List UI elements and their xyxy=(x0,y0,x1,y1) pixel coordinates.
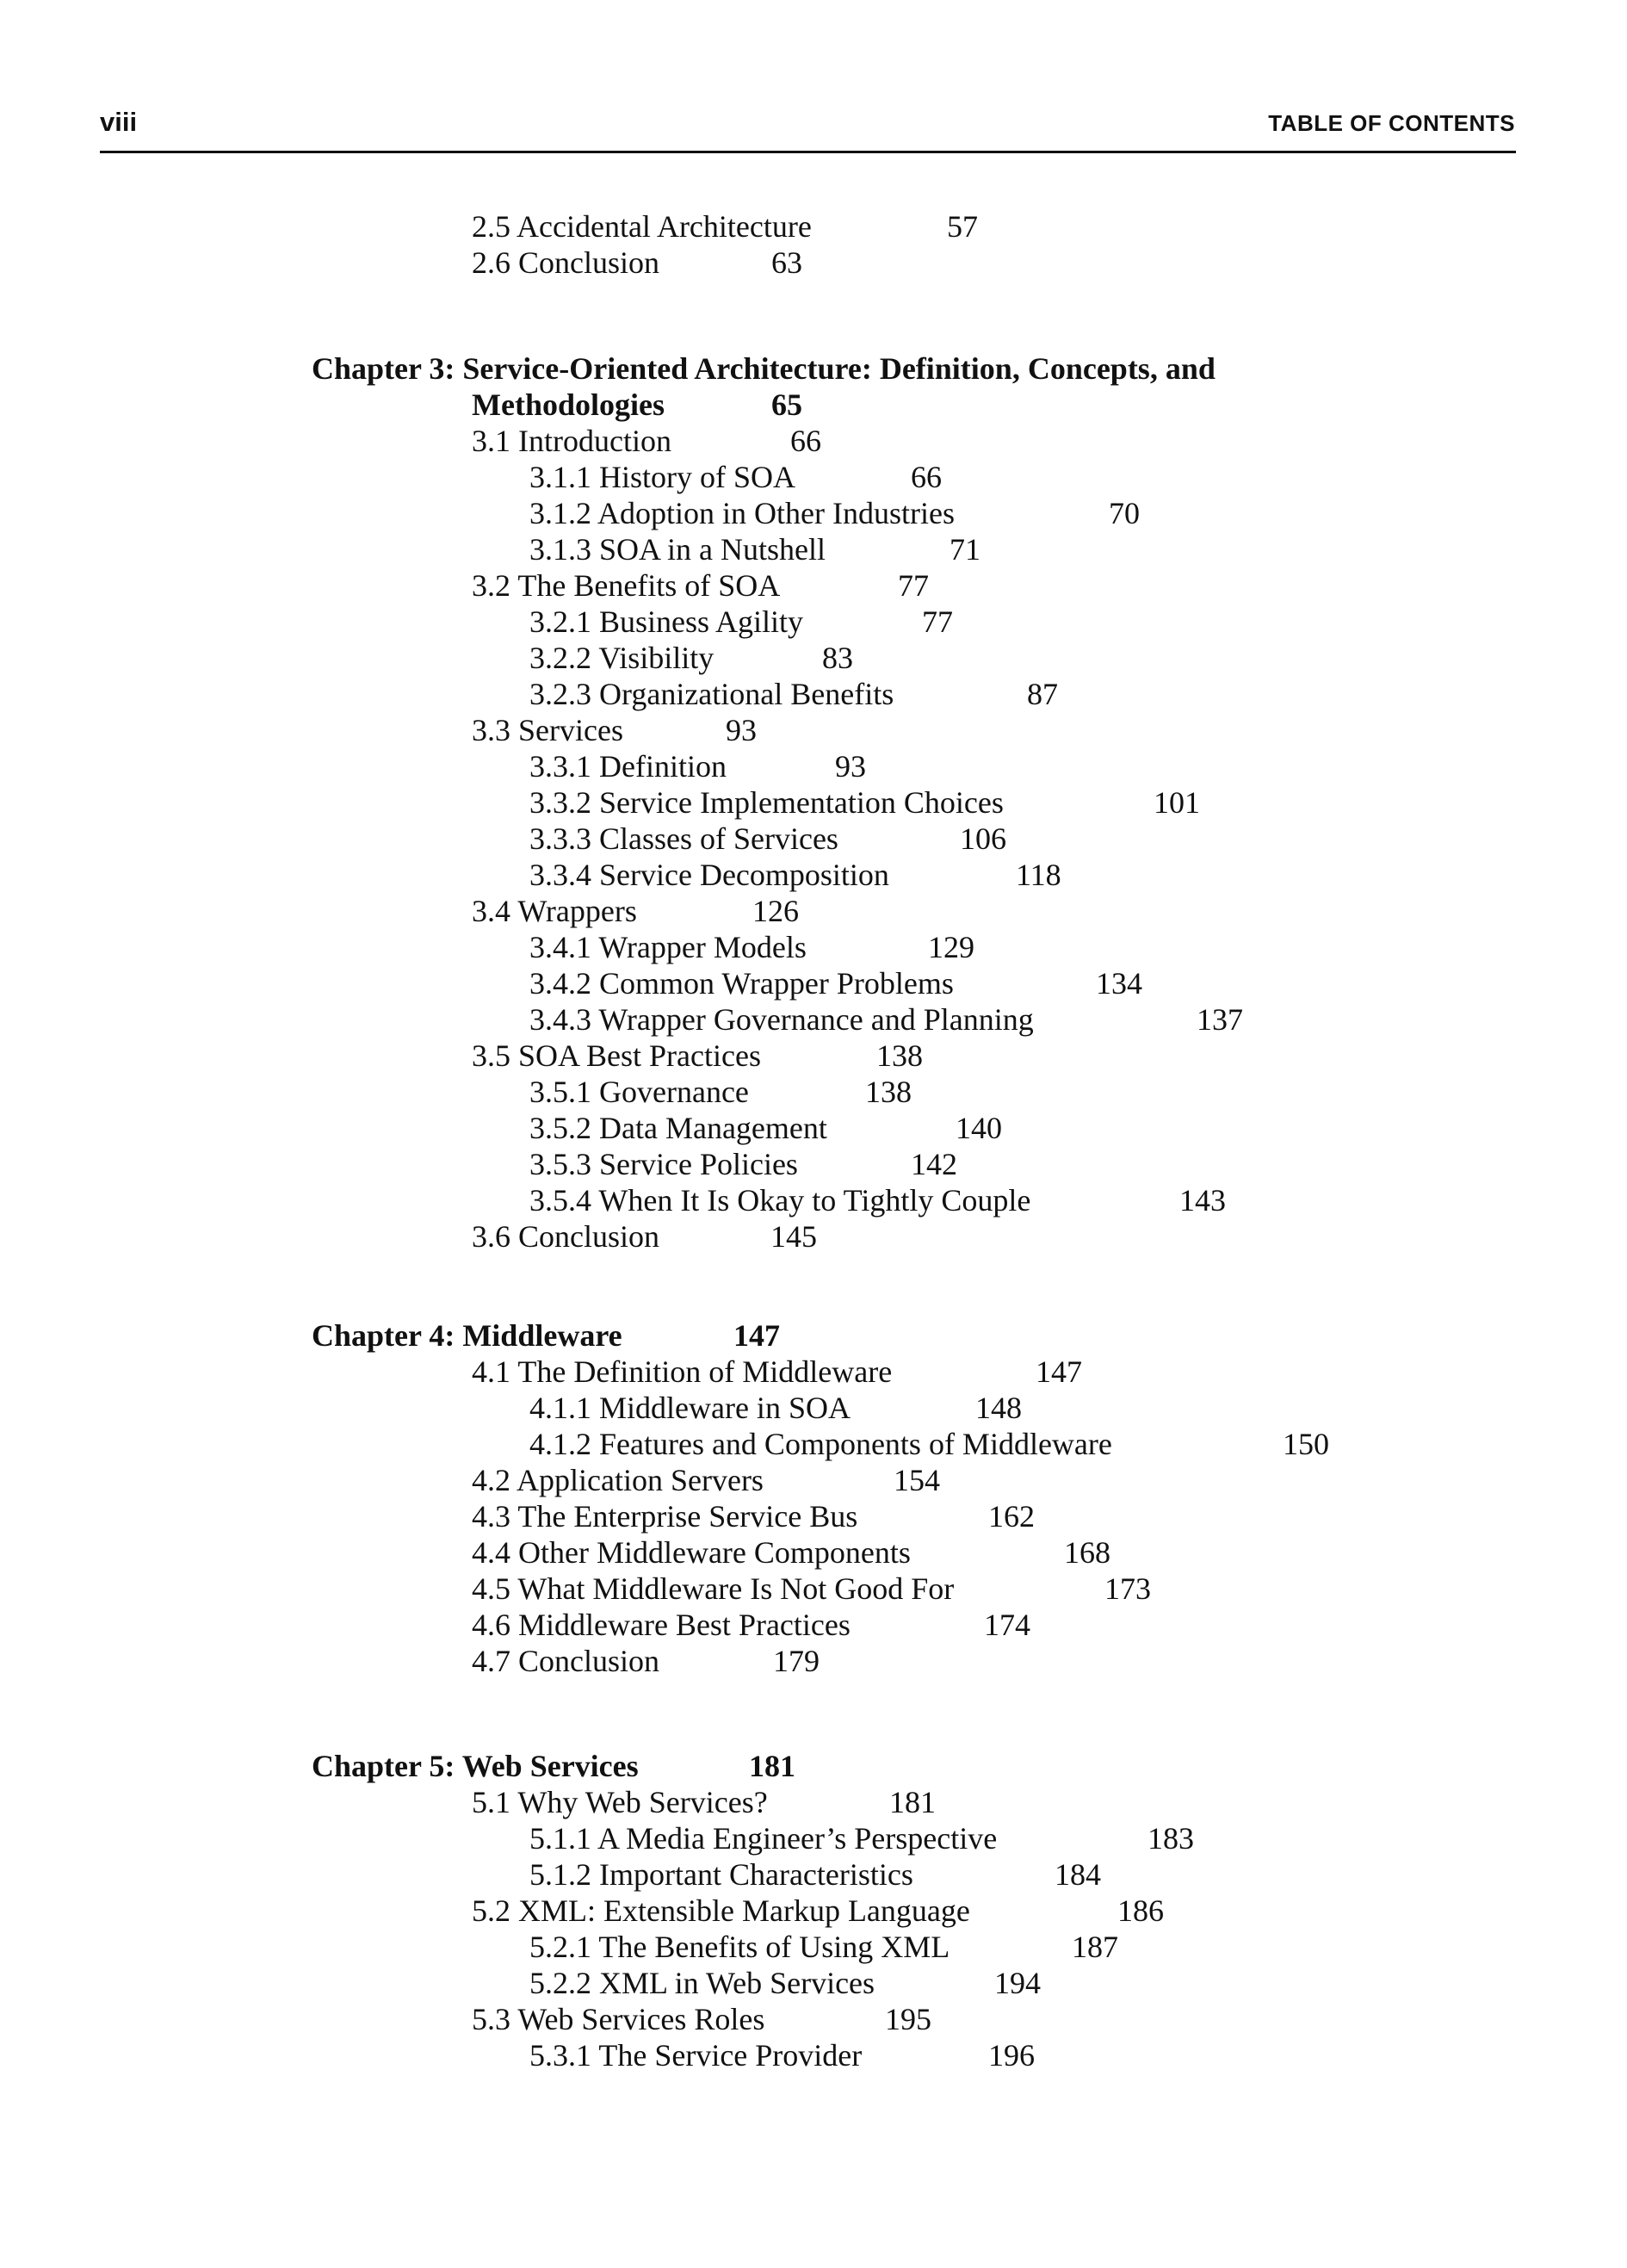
section-title: Features and Components of Middleware xyxy=(599,1427,1112,1461)
toc-entry-5-3 xyxy=(472,2001,931,2037)
toc-entry-5-1-1 xyxy=(529,1820,1194,1856)
page-ref: 93 xyxy=(726,713,757,747)
page-ref: 147 xyxy=(733,1318,780,1353)
toc-entry-4-5 xyxy=(472,1571,1151,1607)
toc-entry-2-6 xyxy=(472,245,802,281)
section-title: Introduction xyxy=(518,424,671,458)
section-title: SOA in a Nutshell xyxy=(599,532,826,567)
section-title: Service Policies xyxy=(599,1147,798,1181)
page-ref: 173 xyxy=(1104,1571,1151,1606)
section-number: 3.3 xyxy=(472,713,510,747)
section-number: 2.6 xyxy=(472,245,510,280)
section-title: Services xyxy=(518,713,623,747)
page-ref: 145 xyxy=(770,1219,817,1254)
section-number: 4.1 xyxy=(472,1354,510,1389)
toc-entry-3-1-3 xyxy=(529,531,981,567)
running-title: TABLE OF CONTENTS xyxy=(1268,110,1515,136)
section-number: 3.2.3 xyxy=(529,677,591,711)
toc-entry-5-2-1 xyxy=(529,1929,1118,1965)
section-number: 3.3.4 xyxy=(529,858,591,892)
page-ref: 138 xyxy=(876,1038,923,1073)
section-title: The Benefits of Using XML xyxy=(598,1930,950,1964)
section-number: 5.2.1 xyxy=(529,1930,591,1964)
chapter-3-heading-cont xyxy=(472,387,802,423)
toc-entry-3-4-2 xyxy=(529,965,1142,1001)
section-title: A Media Engineer’s Perspective xyxy=(597,1821,998,1856)
section-number: 3.5.3 xyxy=(529,1147,591,1181)
toc-entry-3-6 xyxy=(472,1218,817,1255)
section-number: 3.2.1 xyxy=(529,604,591,639)
page-ref: 63 xyxy=(771,245,802,280)
section-title: Governance xyxy=(599,1075,749,1109)
section-number: 5.3.1 xyxy=(529,2038,591,2073)
section-title: XML in Web Services xyxy=(599,1966,875,2000)
section-number: 5.2 xyxy=(472,1893,510,1928)
section-number: 3.4.2 xyxy=(529,966,591,1001)
section-number: 3.6 xyxy=(472,1219,510,1254)
toc-entry-3-2-3 xyxy=(529,676,1058,712)
section-title: Service Decomposition xyxy=(599,858,889,892)
toc-entry-4-4 xyxy=(472,1534,1110,1571)
section-number: 3.4.3 xyxy=(529,1002,591,1037)
section-title: Conclusion xyxy=(518,1644,660,1678)
page-ref: 137 xyxy=(1197,1002,1243,1037)
section-number: 5.2.2 xyxy=(529,1966,591,2000)
page-ref: 106 xyxy=(960,821,1006,856)
section-title: The Definition of Middleware xyxy=(517,1354,893,1389)
chapter-title: Service-Oriented Architecture: Definition, Concepts, and xyxy=(462,351,1216,386)
section-number: 3.5.1 xyxy=(529,1075,591,1109)
section-number: 3.5.4 xyxy=(529,1183,591,1218)
section-number: 3.1.1 xyxy=(529,460,591,494)
toc-entry-3-2 xyxy=(472,567,929,604)
page-ref: 168 xyxy=(1064,1535,1110,1570)
section-title: Conclusion xyxy=(518,245,660,280)
section-title: Definition xyxy=(599,749,727,784)
page-ref: 129 xyxy=(928,930,974,964)
toc-entry-5-3-1 xyxy=(529,2037,1035,2073)
page-ref: 126 xyxy=(752,894,799,928)
toc-entry-4-1-1 xyxy=(529,1390,1022,1426)
toc-entry-2-5 xyxy=(472,208,978,245)
section-number: 4.7 xyxy=(472,1644,510,1678)
page-ref: 138 xyxy=(865,1075,912,1109)
section-title: Accidental Architecture xyxy=(517,209,812,244)
toc-entry-4-1 xyxy=(472,1354,1082,1390)
section-title: Why Web Services? xyxy=(517,1785,768,1819)
chapter-number: Chapter 4: xyxy=(312,1318,455,1353)
section-number: 3.3.3 xyxy=(529,821,591,856)
section-title: The Benefits of SOA xyxy=(517,568,781,603)
section-number: 3.4.1 xyxy=(529,930,591,964)
toc-entry-5-1 xyxy=(472,1784,936,1820)
section-title: Classes of Services xyxy=(599,821,838,856)
section-number: 3.1.3 xyxy=(529,532,591,567)
page-ref: 77 xyxy=(922,604,953,639)
page-ref: 148 xyxy=(975,1391,1022,1425)
section-title: The Service Provider xyxy=(598,2038,863,2073)
section-title: Middleware in SOA xyxy=(599,1391,851,1425)
toc-entry-4-3 xyxy=(472,1498,1035,1534)
toc-entry-5-1-2 xyxy=(529,1856,1101,1893)
toc-entry-4-1-2 xyxy=(529,1426,1329,1462)
toc-entry-3-5 xyxy=(472,1038,923,1074)
toc-entry-3-3-4 xyxy=(529,857,1061,893)
section-number: 3.5 xyxy=(472,1038,510,1073)
toc-entry-3-3-2 xyxy=(529,784,1200,821)
page-ref: 186 xyxy=(1117,1893,1164,1928)
section-number: 3.4 xyxy=(472,894,510,928)
page-ref: 134 xyxy=(1096,966,1142,1001)
section-number: 3.3.2 xyxy=(529,785,591,820)
chapter-5-heading xyxy=(312,1748,795,1784)
section-title: Data Management xyxy=(599,1111,827,1145)
section-title: SOA Best Practices xyxy=(518,1038,761,1073)
chapter-4-heading xyxy=(312,1317,780,1354)
toc-entry-3-4-3 xyxy=(529,1001,1243,1038)
section-title: What Middleware Is Not Good For xyxy=(517,1571,955,1606)
page-ref: 184 xyxy=(1055,1857,1101,1892)
section-title: Important Characteristics xyxy=(599,1857,913,1892)
section-title: Organizational Benefits xyxy=(599,677,894,711)
section-title: Service Implementation Choices xyxy=(599,785,1004,820)
toc-entry-3-4-1 xyxy=(529,929,974,965)
section-number: 3.3.1 xyxy=(529,749,591,784)
toc-entry-3-5-2 xyxy=(529,1110,1002,1146)
section-number: 3.2.2 xyxy=(529,641,591,675)
page-ref: 93 xyxy=(835,749,866,784)
page-number: viii xyxy=(100,107,138,137)
page-ref: 194 xyxy=(994,1966,1041,2000)
toc-entry-3-3-3 xyxy=(529,821,1006,857)
toc-entry-3-5-3 xyxy=(529,1146,957,1182)
section-title: Conclusion xyxy=(518,1219,660,1254)
toc-entry-3-1 xyxy=(472,423,821,459)
toc-entry-3-3 xyxy=(472,712,757,748)
section-title: Application Servers xyxy=(517,1463,764,1497)
toc-entry-4-6 xyxy=(472,1607,1030,1643)
page-ref: 71 xyxy=(950,532,981,567)
section-title: History of SOA xyxy=(599,460,796,494)
page-ref: 187 xyxy=(1072,1930,1118,1964)
toc-entry-5-2-2 xyxy=(529,1965,1041,2001)
page-ref: 65 xyxy=(771,387,802,422)
section-number: 3.1 xyxy=(472,424,510,458)
header-rule xyxy=(100,151,1516,153)
chapter-3-heading xyxy=(312,350,1216,387)
section-number: 4.3 xyxy=(472,1499,510,1534)
page-ref: 87 xyxy=(1027,677,1058,711)
section-title: Other Middleware Components xyxy=(518,1535,911,1570)
page-ref: 181 xyxy=(889,1785,936,1819)
section-number: 4.2 xyxy=(472,1463,510,1497)
page-ref: 181 xyxy=(749,1749,795,1783)
page-ref: 77 xyxy=(898,568,929,603)
page-ref: 101 xyxy=(1154,785,1200,820)
section-number: 4.5 xyxy=(472,1571,510,1606)
page-ref: 70 xyxy=(1109,496,1140,530)
section-number: 5.1.2 xyxy=(529,1857,591,1892)
toc-entry-4-7 xyxy=(472,1643,820,1679)
chapter-number: Chapter 3: xyxy=(312,351,455,386)
page-ref: 57 xyxy=(947,209,978,244)
chapter-title: Methodologies xyxy=(472,387,665,422)
section-number: 3.5.2 xyxy=(529,1111,591,1145)
section-title: Middleware Best Practices xyxy=(518,1608,851,1642)
toc-entry-3-2-2 xyxy=(529,640,853,676)
section-title: Wrapper Models xyxy=(598,930,807,964)
page-ref: 195 xyxy=(885,2002,931,2036)
section-number: 3.1.2 xyxy=(529,496,591,530)
page-ref: 83 xyxy=(822,641,853,675)
toc-entry-3-5-4 xyxy=(529,1182,1226,1218)
section-number: 5.1.1 xyxy=(529,1821,591,1856)
page-ref: 140 xyxy=(956,1111,1002,1145)
page-ref: 196 xyxy=(988,2038,1035,2073)
page-ref: 66 xyxy=(911,460,942,494)
page-ref: 147 xyxy=(1036,1354,1082,1389)
section-title: The Enterprise Service Bus xyxy=(517,1499,858,1534)
toc-entry-3-3-1 xyxy=(529,748,866,784)
page-ref: 162 xyxy=(988,1499,1035,1534)
page-ref: 150 xyxy=(1283,1427,1329,1461)
page-ref: 143 xyxy=(1179,1183,1226,1218)
toc-entry-3-4 xyxy=(472,893,799,929)
toc-entry-3-5-1 xyxy=(529,1074,912,1110)
page-ref: 174 xyxy=(984,1608,1030,1642)
section-number: 4.4 xyxy=(472,1535,510,1570)
section-number: 5.3 xyxy=(472,2002,510,2036)
page-ref: 179 xyxy=(773,1644,820,1678)
section-number: 5.1 xyxy=(472,1785,510,1819)
section-number: 4.6 xyxy=(472,1608,510,1642)
chapter-title: Web Services xyxy=(461,1749,639,1783)
section-title: Web Services Roles xyxy=(517,2002,765,2036)
section-title: Wrapper Governance and Planning xyxy=(598,1002,1034,1037)
toc-entry-3-1-1 xyxy=(529,459,942,495)
chapter-number: Chapter 5: xyxy=(312,1749,455,1783)
toc-entry-3-1-2 xyxy=(529,495,1140,531)
section-title: Adoption in Other Industries xyxy=(597,496,955,530)
page-ref: 183 xyxy=(1148,1821,1194,1856)
section-title: Visibility xyxy=(598,641,715,675)
section-number: 4.1.1 xyxy=(529,1391,591,1425)
section-title: Wrappers xyxy=(517,894,637,928)
section-title: Common Wrapper Problems xyxy=(599,966,954,1001)
section-title: XML: Extensible Markup Language xyxy=(518,1893,970,1928)
page-ref: 66 xyxy=(790,424,821,458)
section-number: 3.2 xyxy=(472,568,510,603)
toc-entry-5-2 xyxy=(472,1893,1164,1929)
page-ref: 154 xyxy=(894,1463,940,1497)
section-number: 2.5 xyxy=(472,209,510,244)
toc-entry-4-2 xyxy=(472,1462,940,1498)
page-ref: 142 xyxy=(911,1147,957,1181)
toc-entry-3-2-1 xyxy=(529,604,953,640)
chapter-title: Middleware xyxy=(462,1318,622,1353)
section-title: Business Agility xyxy=(599,604,804,639)
section-title: When It Is Okay to Tightly Couple xyxy=(598,1183,1031,1218)
page-ref: 118 xyxy=(1016,858,1061,892)
section-number: 4.1.2 xyxy=(529,1427,591,1461)
